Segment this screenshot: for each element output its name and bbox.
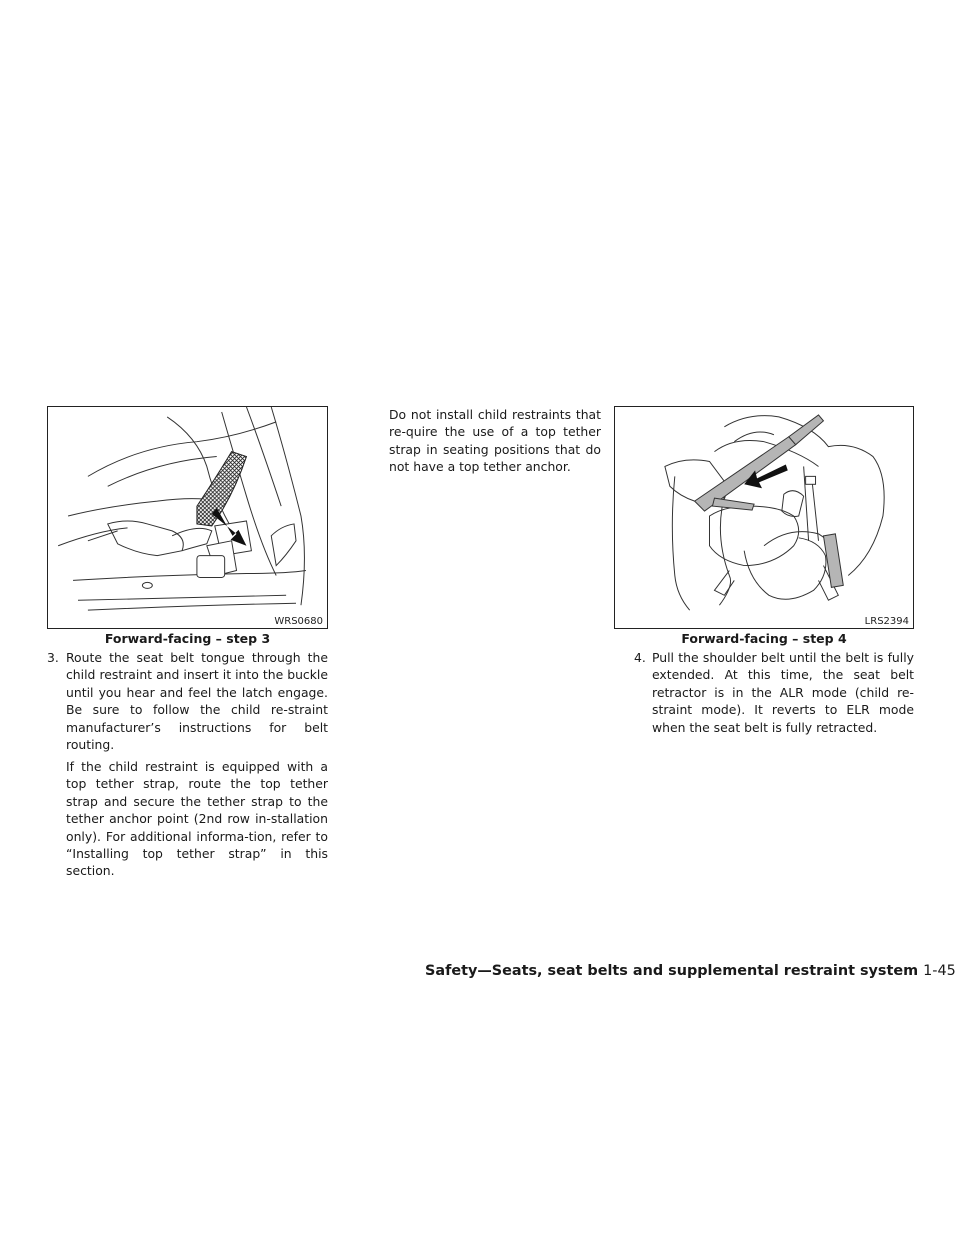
section-title: Safety—Seats, seat belts and supplemental restraint system — [425, 963, 919, 979]
figure-caption-step-4: Forward-facing – step 4 — [681, 631, 847, 646]
step-4-text: Pull the shoulder belt until the belt is fully extended. At this time, the seat belt retractor is in the ALR mode (child re-straint mode). It reverts to ELR mode when the seat belt is fully retracted. — [652, 650, 914, 735]
step-3-note: If the child restraint is equipped with a top tether strap, route the top tether strap and secure the tether strap to the tether anchor point (2nd row in-stallation only). For additional informa-tion, refer to “Installing top tether strap” in this section. — [66, 759, 328, 879]
figure-step-4 — [614, 406, 914, 629]
figure-code: LRS2394 — [864, 616, 909, 627]
figure-step-3 — [47, 406, 328, 629]
step-3-text: Route the seat belt tongue through the child restraint and insert it into the buckle until you hear and feel the latch engage. Be sure to follow the child re-straint manufacturer’s instructions for belt routing. — [66, 650, 328, 753]
step-number: 3. — [47, 650, 59, 665]
shoulder-belt-pull-illustration-icon — [615, 407, 913, 628]
page-footer — [425, 963, 956, 979]
figure-code: WRS0680 — [274, 616, 323, 627]
step-number: 4. — [634, 650, 646, 665]
page-number: 1-45 — [923, 963, 956, 979]
figure-caption-step-3: Forward-facing – step 3 — [104, 631, 271, 646]
seat-belt-tongue-illustration-icon — [48, 407, 327, 628]
tether-warning-text: Do not install child restraints that re-quire the use of a top tether strap in seating positions that do not have a top tether anchor. — [389, 407, 601, 475]
